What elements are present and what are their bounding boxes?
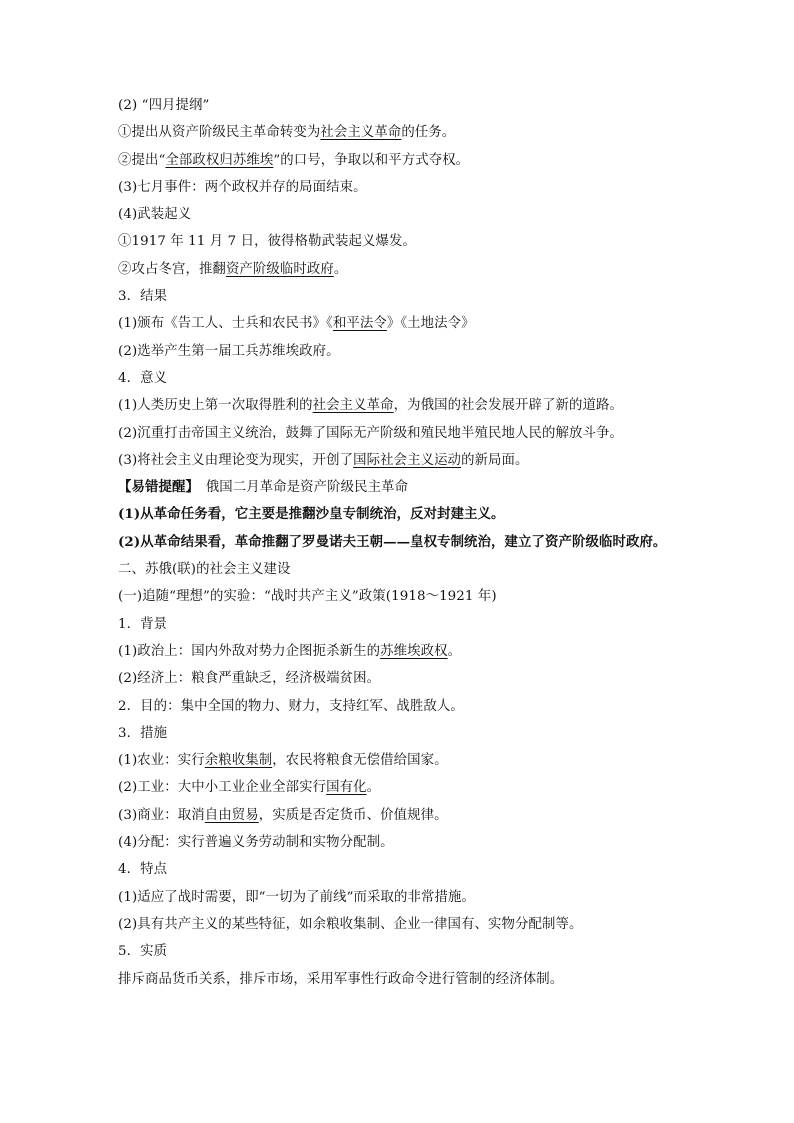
document-page [118, 92, 698, 993]
text-line [118, 884, 698, 911]
text-segment: ，实质是否定货币、价值规律。 [258, 807, 448, 823]
underlined-keyword: 资产阶级临时政府 [225, 261, 334, 277]
text-segment: 5．实质 [118, 944, 168, 960]
text-segment: 4．意义 [118, 370, 168, 386]
text-segment: (2)具有共产主义的某些特征，如余粮收集制、企业一律国有、实物分配制等。 [118, 916, 583, 932]
text-segment: 2．目的：集中全国的物力、财力，支持红军、战胜敌人。 [118, 698, 464, 714]
underlined-keyword: 全部政权归苏维埃 [165, 152, 274, 168]
text-segment: (2) “四月提纲” [118, 98, 210, 113]
text-line [118, 365, 698, 392]
text-line [118, 256, 698, 283]
text-line [118, 310, 698, 337]
text-segment: (3)七月事件：两个政权并存的局面结束。 [118, 179, 367, 195]
text-line [118, 283, 698, 310]
text-line [118, 802, 698, 829]
text-segment: 3．结果 [118, 289, 168, 305]
text-line [118, 447, 698, 474]
text-line [118, 611, 698, 638]
text-line [118, 420, 698, 447]
text-line [118, 583, 698, 610]
text-line [118, 938, 698, 965]
text-segment: (一)追随“理想”的实验：“战时共产主义”政策(1918～1921 年) [118, 589, 497, 605]
text-segment: ②提出“ [118, 152, 166, 168]
text-segment: 的任务。 [401, 125, 456, 141]
text-line [118, 556, 698, 583]
text-segment: (4)武装起义 [118, 207, 192, 223]
text-segment: 的新局面。 [461, 452, 529, 468]
text-segment: (2)沉重打击帝国主义统治，鼓舞了国际无产阶级和殖民地半殖民地人民的解放斗争。 [118, 425, 623, 441]
text-segment: (1)从革命任务看，它主要是推翻沙皇专制统治，反对封建主义。 [118, 506, 505, 523]
text-line [118, 529, 698, 556]
text-segment: ”的口号，争取以和平方式夺权。 [273, 152, 470, 168]
text-segment: (2)经济上：粮食严重缺乏，经济极端贫困。 [118, 671, 381, 687]
text-segment: 。 [333, 261, 348, 277]
text-line [118, 665, 698, 692]
text-segment: (1)颁布《告工人、士兵和农民书》《 [118, 316, 333, 332]
text-segment: (1)农业：实行 [118, 753, 205, 769]
text-segment: ①1917 年 11 月 7 日，彼得格勒武装起义爆发。 [118, 234, 416, 250]
text-segment: (2)从革命结果看，革命推翻了罗曼诺夫王朝——皇权专制统治，建立了资产阶级临时政府。 [118, 533, 667, 550]
text-line [118, 92, 698, 119]
text-line [118, 829, 698, 856]
text-line [118, 228, 698, 255]
text-segment: 排斥商品货币关系，排斥市场，采用军事性行政命令进行管制的经济体制。 [118, 971, 564, 987]
text-line [118, 856, 698, 883]
underlined-keyword: 社会主义革命 [320, 125, 402, 141]
text-line [118, 474, 698, 501]
text-segment: (3)商业：取消 [118, 807, 205, 823]
text-segment: (1)人类历史上第一次取得胜利的 [118, 398, 313, 414]
text-line [118, 720, 698, 747]
text-segment: 3．措施 [118, 725, 168, 741]
text-segment: 二、苏俄(联)的社会主义建设 [118, 562, 291, 578]
text-line [118, 338, 698, 365]
underlined-keyword: 余粮收集制 [204, 753, 273, 769]
text-line [118, 201, 698, 228]
underlined-keyword: 和平法令 [332, 316, 387, 332]
text-line [118, 638, 698, 665]
underlined-keyword: 自由贸易 [204, 807, 259, 823]
text-segment: 。 [366, 780, 381, 796]
text-line [118, 501, 698, 528]
underlined-keyword: 苏维埃政权 [380, 643, 448, 659]
text-segment: ②攻占冬宫，推翻 [118, 261, 226, 277]
text-segment: 俄国二月革命是资产阶级民主革命 [192, 480, 409, 496]
text-segment: ，为俄国的社会发展开辟了新的道路。 [393, 398, 623, 414]
text-line [118, 392, 698, 419]
underlined-keyword: 国际社会主义运动 [353, 452, 462, 468]
text-segment: (1)适应了战时需要，即“一切为了前线”而采取的非常措施。 [118, 889, 475, 905]
underlined-keyword: 国有化 [326, 780, 367, 796]
text-line [118, 911, 698, 938]
text-line [118, 747, 698, 774]
text-segment: (1)政治上：国内外敌对势力企图扼杀新生的 [118, 643, 381, 659]
text-segment: (3)将社会主义由理论变为现实，开创了 [118, 452, 354, 468]
text-line [118, 147, 698, 174]
text-line [118, 774, 698, 801]
text-segment: 4．特点 [118, 862, 168, 878]
text-segment: 》《土地法令》 [386, 316, 475, 332]
text-segment: 。 [447, 643, 462, 659]
underlined-keyword: 社会主义革命 [312, 398, 394, 414]
text-line [118, 966, 698, 993]
text-segment: ，农民将粮食无偿借给国家。 [272, 753, 448, 769]
text-segment: (2)选举产生第一届工兵苏维埃政府。 [118, 343, 340, 359]
text-segment: ①提出从资产阶级民主革命转变为 [118, 125, 321, 141]
text-segment: 【易错提醒】 [118, 479, 193, 496]
text-line [118, 693, 698, 720]
text-segment: 1．背景 [118, 616, 168, 632]
text-line [118, 174, 698, 201]
text-segment: (2)工业：大中小工业企业全部实行 [118, 780, 327, 796]
text-line [118, 119, 698, 146]
text-segment: (4)分配：实行普遍义务劳动制和实物分配制。 [118, 835, 394, 851]
